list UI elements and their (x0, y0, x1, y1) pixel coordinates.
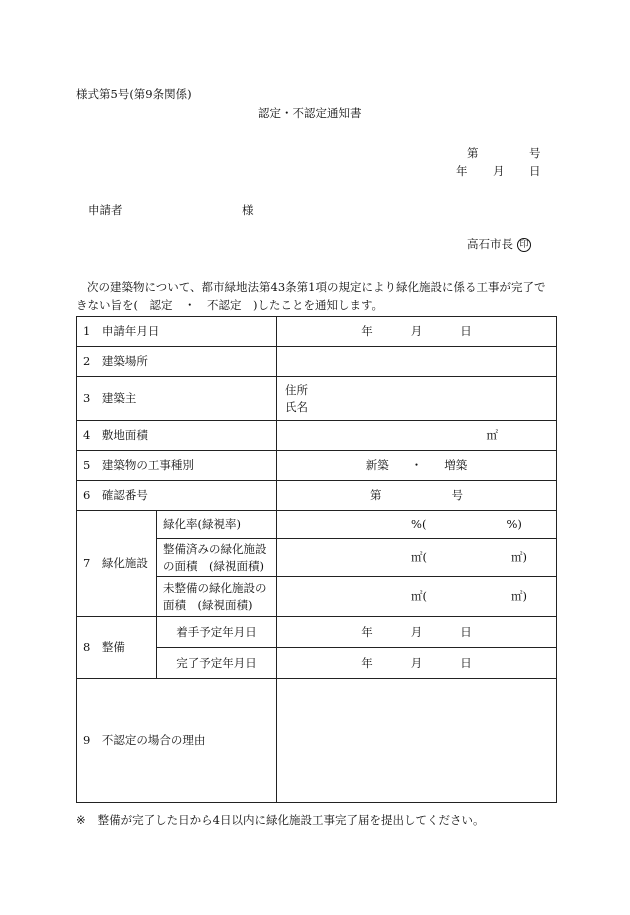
row3-value[interactable] (277, 377, 557, 421)
row5-option-new[interactable]: 新築 (365, 458, 389, 473)
footnote (76, 815, 484, 827)
row7-sub2-unit2: ㎡) (511, 550, 528, 565)
table-row (77, 481, 557, 511)
row8-sub2-month: 月 (410, 655, 423, 670)
row4-unit: ㎡ (486, 428, 499, 443)
issuer (467, 238, 531, 252)
table-row (77, 317, 557, 347)
row7-sub3-label-line2: 面積 (緑視面積) (163, 597, 253, 612)
row7-sub3-label-line1: 未整備の緑化施設の (163, 580, 267, 595)
row7-label: 7 緑化施設 (77, 511, 157, 617)
document-title: 認定・不認定通知書 (258, 106, 362, 120)
row1-month: 月 (410, 324, 423, 339)
notice-line-2: きない旨を( 認定 ・ 不認定 )したことを通知します。 (76, 298, 384, 312)
row7-sub3-label (157, 577, 277, 617)
seal-icon: 印 (517, 238, 531, 252)
notice-line-1: 次の建築物について、都市緑地法第43条第1項の規定により緑化施設に係る工事が完了で (87, 280, 546, 294)
row7-sub3-unit1: ㎡( (411, 589, 428, 604)
row5-value[interactable] (277, 451, 557, 481)
row5-sep: ・ (410, 458, 423, 473)
notice-body (76, 278, 556, 314)
row4-label: 4 敷地面積 (77, 421, 277, 451)
doc-date-day: 日 (529, 164, 541, 178)
row7-sub2-label (157, 539, 277, 577)
row6-value[interactable] (277, 481, 557, 511)
table-row (77, 451, 557, 481)
row7-sub1-label: 緑化率(緑視率) (157, 511, 277, 539)
form-number: 様式第5号(第9条関係) (76, 87, 192, 101)
row7-sub1-value[interactable] (277, 511, 557, 539)
row3-name: 氏名 (285, 399, 309, 414)
row1-label: 1 申請年月日 (77, 317, 277, 347)
row8-sub1-year: 年 (361, 624, 373, 639)
row7-sub2-label-line2: の面積 (緑視面積) (163, 558, 264, 573)
notice-table (76, 316, 557, 803)
applicant-honorific: 様 (242, 203, 254, 217)
table-row (77, 679, 557, 803)
table-row (77, 511, 557, 539)
row3-label: 3 建築主 (77, 377, 277, 421)
row8-sub2-value[interactable] (277, 648, 557, 679)
doc-number-go: 号 (529, 146, 541, 160)
row5-option-extend[interactable]: 増築 (444, 458, 468, 473)
table-row (77, 347, 557, 377)
row8-sub1-month: 月 (410, 624, 423, 639)
row7-sub1-pct1: %( (411, 517, 427, 532)
table-row (77, 377, 557, 421)
row1-day: 日 (460, 324, 472, 339)
row6-dai: 第 (370, 488, 382, 503)
row7-sub2-unit1: ㎡( (411, 550, 428, 565)
row8-label: 8 整備 (77, 617, 157, 679)
row8-sub1-label: 着手予定年月日 (157, 617, 277, 648)
doc-date-month: 月 (493, 164, 505, 178)
row9-value[interactable] (277, 679, 557, 803)
row7-sub3-value[interactable] (277, 577, 557, 617)
row7-sub1-pct2: %) (506, 517, 522, 532)
row4-value[interactable] (277, 421, 557, 451)
footnote-mark: ※ (76, 813, 86, 827)
row7-sub2-label-line1: 整備済みの緑化施設 (163, 541, 267, 556)
row8-sub1-day: 日 (460, 624, 472, 639)
row9-label: 9 不認定の場合の理由 (77, 679, 277, 803)
doc-number-dai: 第 (467, 146, 479, 160)
row7-sub3-unit2: ㎡) (511, 589, 528, 604)
row6-go: 号 (451, 488, 464, 503)
row8-sub1-value[interactable] (277, 617, 557, 648)
row1-year: 年 (361, 324, 373, 339)
row1-value[interactable] (277, 317, 557, 347)
row8-sub2-year: 年 (361, 655, 373, 670)
row6-label: 6 確認番号 (77, 481, 277, 511)
row7-sub2-value[interactable] (277, 539, 557, 577)
row8-sub2-label: 完了予定年月日 (157, 648, 277, 679)
applicant-label: 申請者 (88, 203, 123, 217)
table-row (77, 421, 557, 451)
issuer-name: 高石市長 (467, 237, 513, 251)
row5-label: 5 建築物の工事種別 (77, 451, 277, 481)
doc-date-year: 年 (456, 164, 468, 178)
table-row (77, 617, 557, 648)
row3-address: 住所 (285, 382, 309, 397)
row2-label: 2 建築場所 (77, 347, 277, 377)
row8-sub2-day: 日 (460, 655, 472, 670)
row2-value[interactable] (277, 347, 557, 377)
footnote-text: 整備が完了した日から4日以内に緑化施設工事完了届を提出してください。 (97, 813, 485, 827)
